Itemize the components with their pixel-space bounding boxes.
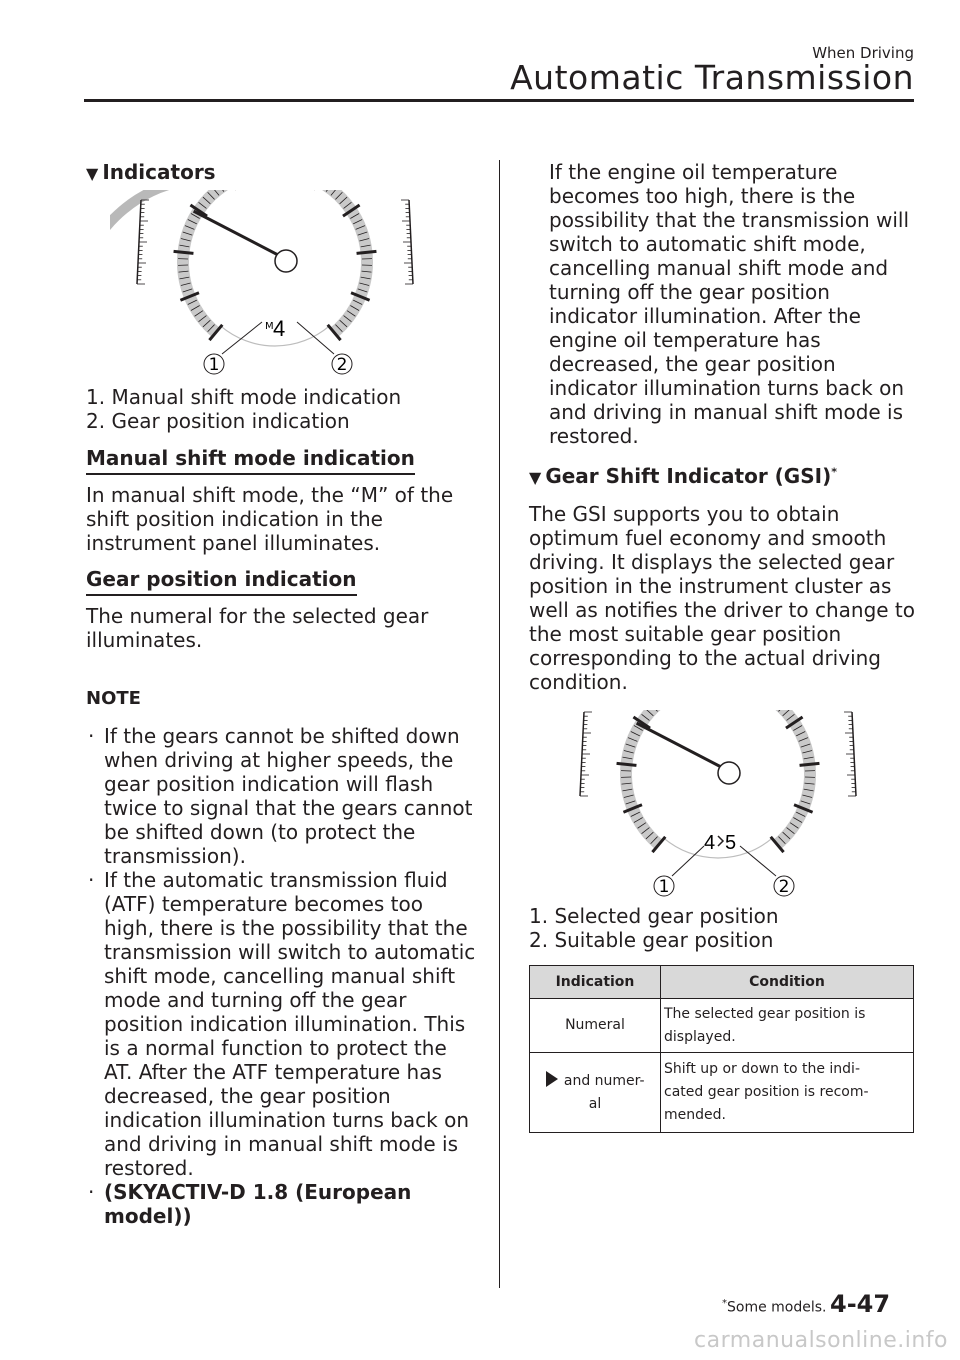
gauge-figure-gsi <box>560 710 890 900</box>
gauge-needle <box>194 211 282 257</box>
triangle-bullet-icon: ▼ <box>86 164 99 183</box>
callout-1: 1 <box>208 355 220 375</box>
gauge-tick <box>174 251 194 253</box>
gauge-right-band <box>318 190 367 332</box>
gauge-bottom-arc <box>664 838 772 858</box>
gauge-tick <box>617 763 637 765</box>
page-title: Automatic Transmission <box>510 58 914 97</box>
page-number: 4-47 <box>830 1290 891 1318</box>
gauge-figure-manual <box>110 190 440 375</box>
gear-numeral: 4 <box>273 316 286 341</box>
table-header-row <box>530 966 914 999</box>
table-row <box>530 1053 914 1133</box>
triangle-bullet-icon: ▼ <box>529 468 542 487</box>
header-section: When Driving <box>812 44 914 62</box>
note-label: NOTE <box>86 688 141 709</box>
watermark: carmanualsonline.info <box>694 1328 948 1353</box>
manual-shift-text: In manual shift mode, the “M” of the shift position indication in the instrument panel illuminates. <box>86 483 454 555</box>
table-cell-condition: The selected gear position is displayed. <box>661 999 914 1053</box>
figure1-caption-1: 1. Manual shift mode indication <box>86 385 402 409</box>
column-divider <box>499 160 500 1288</box>
oil-temp-text: If the engine oil temperature becomes too high, there is the possibility that the transmission will switch to automatic shift mode, cancelling manual shift mode and turning off the gear position indicator illumination. After the engine oil temperature has decreased, the gear position indicator illumination turns back on and driving in manual shift mode is restored. <box>549 160 910 448</box>
figure1-caption-2: 2. Gear position indication <box>86 409 350 433</box>
callout-2: 2 <box>336 355 348 375</box>
note-item-2: · If the automatic transmission fluid (ATF) temperature becomes too high, there is the possibility that the transmission will switch to automatic shift mode, cancelling manual shift mode and turning off the gear position indication illumination. This is a normal function to protect the AT. After the ATF temperature has decreased, the gear position indication illumination turns back on and driving in manual shift mode is restored. <box>88 868 476 1180</box>
table-header-condition: Condition <box>661 966 914 999</box>
gear-position-heading: Gear position indication <box>86 567 357 596</box>
gsi-text: The GSI supports you to obtain optimum fuel economy and smooth driving. It displays the selected gear position in the instrument cluster as well as notifies the driver to change to the most suitable gear position corresponding to the actual driving condition. <box>529 502 916 694</box>
table-header-indication: Indication <box>530 966 661 999</box>
shift-arrow-icon <box>545 1071 559 1087</box>
gsi-heading: ▼ Gear Shift Indicator (GSI)* <box>529 464 837 488</box>
callout-leader-1 <box>222 322 262 354</box>
table-row <box>530 999 914 1053</box>
note-item-3: · (SKYACTIV-D 1.8 (European model)) <box>88 1180 412 1228</box>
gauge-left-band <box>183 190 232 332</box>
note-item-1: · If the gears cannot be shifted down when driving at higher speeds, the gear position indication will flash twice to signal that the gears cannot be shifted down (to protect the transmission). <box>88 724 473 868</box>
gauge-right-band <box>761 710 810 844</box>
gear-position-text: The numeral for the selected gear illuminates. <box>86 604 429 652</box>
manual-mode-m: M <box>265 321 274 332</box>
gsi-table <box>529 965 914 1133</box>
selected-gear: 4 <box>704 832 716 854</box>
gauge-tick <box>800 763 820 765</box>
gauge-needle <box>637 723 725 769</box>
footnote: *Some models. <box>722 1298 827 1316</box>
callout-1: 1 <box>658 877 670 897</box>
callout-leader-1 <box>672 846 704 876</box>
table-cell-indication: and numer- al <box>530 1053 661 1133</box>
figure2-caption-1: 1. Selected gear position <box>529 904 779 928</box>
table-cell-condition: Shift up or down to the indi- cated gear position is recom- mended. <box>661 1053 914 1133</box>
suitable-gear: 5 <box>725 832 737 854</box>
figure2-caption-2: 2. Suitable gear position <box>529 928 774 952</box>
gauge-hub <box>718 762 740 784</box>
gauge-dial <box>137 190 413 374</box>
gauge-dial <box>580 710 856 896</box>
gauge-hub <box>275 250 297 272</box>
shift-arrow-icon <box>718 836 723 846</box>
header-divider <box>84 99 914 102</box>
manual-shift-heading: Manual shift mode indication <box>86 446 415 475</box>
callout-leader-2 <box>740 846 776 876</box>
indicators-heading: ▼ Indicators <box>86 160 216 184</box>
table-cell-indication: Numeral <box>530 999 661 1053</box>
gauge-tick <box>357 251 377 253</box>
callout-2: 2 <box>778 877 790 897</box>
